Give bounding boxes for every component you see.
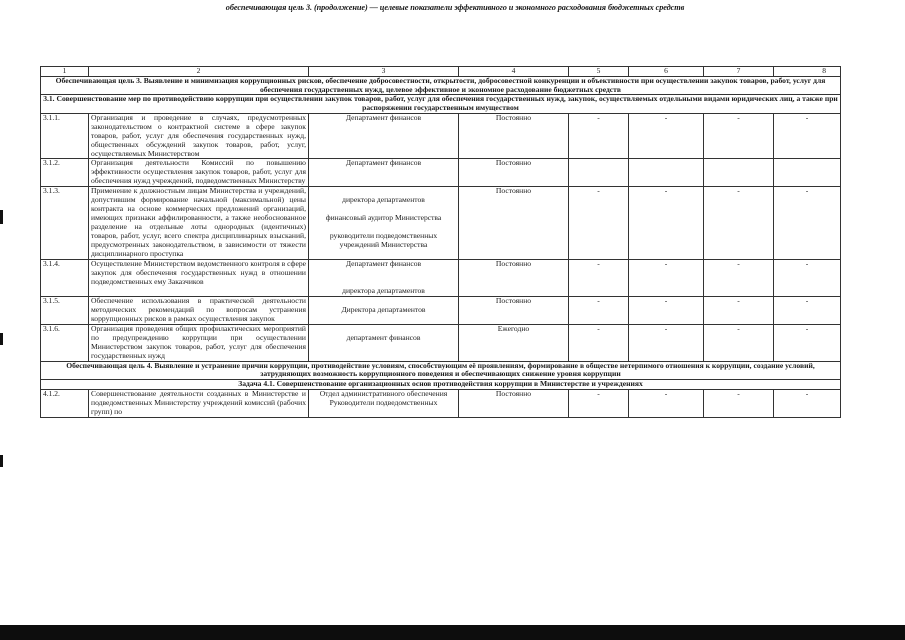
- cell-col7: -: [704, 324, 774, 361]
- cell-col6: -: [629, 187, 704, 260]
- executor-line: директора департаментов: [342, 195, 425, 205]
- executor: [309, 389, 459, 417]
- column-number-row: [41, 67, 841, 77]
- measures-table: [40, 66, 841, 418]
- cell-col8: -: [774, 324, 841, 361]
- row-number: 3.1.5.: [41, 296, 89, 324]
- row-number: 3.1.4.: [41, 259, 89, 296]
- goal-4-heading: Обеспечивающая цель 4. Выявление и устранение причин коррупции, противодействие условиям, способствующим её проявлениям, формирование в обществе нетерпимого отношения к коррупции, создание условий, затрудняющих возможность коррупционного поведения и обеспечивающих снижение уровня коррупции: [41, 361, 841, 379]
- cell-col6: -: [629, 259, 704, 296]
- cell-col5: -: [569, 187, 629, 260]
- cell-col6: [629, 159, 704, 187]
- table-row: [41, 296, 841, 324]
- executor-line: Директора департаментов: [341, 304, 426, 314]
- deadline: Постоянно: [459, 389, 569, 417]
- cell-col6: -: [629, 389, 704, 417]
- cell-col8: [774, 159, 841, 187]
- goal-3-heading: Обеспечивающая цель 3. Выявление и минимизация коррупционных рисков, обеспечение добросовестности, открытости, добросовестной конкуренции и объективности при осуществлении закупок товаров, работ, услуг для обеспечения государственных нужд, целевое эффективное и экономное расходование бюджетных средств: [41, 76, 841, 94]
- row-number: 3.1.6.: [41, 324, 89, 361]
- scan-bottom-edge: [0, 625, 905, 640]
- measure-description: Организация и проведение в случаях, предусмотренных законодательством о контрактной системе в сфере закупок товаров, работ, услуг для обеспечения государственных нужд, общественных обсуждений закупок товаров, работ, услуг, осуществляемых Министерством: [89, 113, 309, 159]
- deadline: Постоянно: [459, 296, 569, 324]
- cell-col6: -: [629, 113, 704, 159]
- cell-col5: -: [569, 296, 629, 324]
- scan-artifact: [0, 455, 3, 467]
- executor-line: департамент финансов: [346, 332, 421, 342]
- column-number: 7: [704, 67, 774, 77]
- column-number: 3: [309, 67, 459, 77]
- executor-line: Департамент финансов: [345, 113, 422, 122]
- task-4-1-heading: Задача 4.1. Совершенствование организационных основ противодействия коррупции в Министерстве и учреждениях: [41, 379, 841, 389]
- scan-artifact: [0, 210, 3, 224]
- row-number: 4.1.2.: [41, 389, 89, 417]
- deadline: Постоянно: [459, 113, 569, 159]
- column-number: 5: [569, 67, 629, 77]
- cell-col8: -: [774, 389, 841, 417]
- executor: [309, 296, 459, 324]
- row-number: 3.1.2.: [41, 159, 89, 187]
- executor-line: финансовый аудитор Министерства: [325, 213, 442, 223]
- cell-col6: -: [629, 324, 704, 361]
- executor: [309, 159, 459, 187]
- measure-description: Обеспечение использования в практической деятельности методических рекомендаций по вопросам устранения коррупционных рисков в рамках осуществления закупок: [89, 296, 309, 324]
- cell-col8: -: [774, 113, 841, 159]
- measure-description: Организация проведения общих профилактических мероприятий по предупреждению коррупции при осуществлении Министерством закупок товаров, работ, услуг для обеспечения государственных нужд: [89, 324, 309, 361]
- measure-description: Совершенствование деятельности созданных в Министерстве и подведомственных Министерству учреждений комиссий (рабочих групп) по: [89, 389, 309, 417]
- cell-col8: -: [774, 187, 841, 260]
- cell-col7: -: [704, 187, 774, 260]
- cell-col7: [704, 159, 774, 187]
- executor: [309, 113, 459, 159]
- table-row: [41, 324, 841, 361]
- deadline: Постоянно: [459, 259, 569, 296]
- executor-line: руководители подведомственных учреждений Министерства: [329, 231, 438, 250]
- cell-col5: -: [569, 259, 629, 296]
- column-number: 6: [629, 67, 704, 77]
- task-3-1-row: [41, 95, 841, 113]
- deadline: Постоянно: [459, 187, 569, 260]
- column-number: 1: [41, 67, 89, 77]
- goal-4-row: [41, 361, 841, 379]
- row-number: 3.1.3.: [41, 187, 89, 260]
- executor-line: директора департаментов: [342, 285, 425, 295]
- table-row: [41, 159, 841, 187]
- executor-line: Департамент финансов: [345, 259, 422, 268]
- cell-col6: -: [629, 296, 704, 324]
- scan-artifact: [0, 333, 3, 345]
- executor: [309, 187, 459, 260]
- cell-col7: -: [704, 389, 774, 417]
- cell-col8: -: [774, 259, 841, 296]
- goal-3-row: [41, 76, 841, 94]
- column-number: 2: [89, 67, 309, 77]
- executor-line: Отдел административного обеспечения: [319, 389, 448, 398]
- cell-col7: -: [704, 113, 774, 159]
- table-row: [41, 113, 841, 159]
- top-banner: [40, 3, 870, 12]
- cell-col5: -: [569, 324, 629, 361]
- top-banner-text: обеспечивающая цель 3. (продолжение) — целевые показатели эффективного и экономного расходования бюджетных средств: [225, 3, 685, 12]
- row-number: 3.1.1.: [41, 113, 89, 159]
- executor-line: Департамент финансов: [345, 158, 422, 168]
- cell-col5: -: [569, 389, 629, 417]
- measure-description: Применение к должностным лицам Министерства и учреждений, допустившим формирование начальной (максимальной) цены контракта на основе коммерческих предложений организаций, имеющих признаки аффилированности, а также необоснованное разделение на отдельные лоты однородных (идентичных) товаров, работ, услуг, всего спектра дисциплинарных взысканий, предусмотренных законодательством, в зависимости от тяжести дисциплинарного проступка: [89, 187, 309, 260]
- measure-description: Осуществление Министерством ведомственного контроля в сфере закупок для обеспечения государственных нужд в отношении подведомственных ему Заказчиков: [89, 259, 309, 296]
- column-number: 4: [459, 67, 569, 77]
- table-row: [41, 259, 841, 296]
- cell-col7: -: [704, 296, 774, 324]
- measure-description: Организация деятельности Комиссий по повышению эффективности осуществления закупок товаров, работ, услуг для обеспечения нужд учреждений, подведомственных Министерству: [89, 159, 309, 187]
- cell-col5: -: [569, 113, 629, 159]
- cell-col7: -: [704, 259, 774, 296]
- cell-col8: -: [774, 296, 841, 324]
- deadline: Постоянно: [459, 159, 569, 187]
- table-row: [41, 389, 841, 417]
- column-number: 8: [774, 67, 841, 77]
- table-row: [41, 187, 841, 260]
- deadline: Ежегодно: [459, 324, 569, 361]
- executor-line: Руководители подведомственных: [329, 397, 438, 407]
- task-3-1-heading: 3.1. Совершенствование мер по противодействию коррупции при осуществлении закупок товаров, работ, услуг для обеспечения государственных нужд, закупок, осуществляемых отдельными видами юридических лиц, а также при распоряжении государственным имуществом: [41, 95, 841, 113]
- cell-col5: [569, 159, 629, 187]
- executor: [309, 324, 459, 361]
- executor: [309, 259, 459, 296]
- task-4-1-row: [41, 379, 841, 389]
